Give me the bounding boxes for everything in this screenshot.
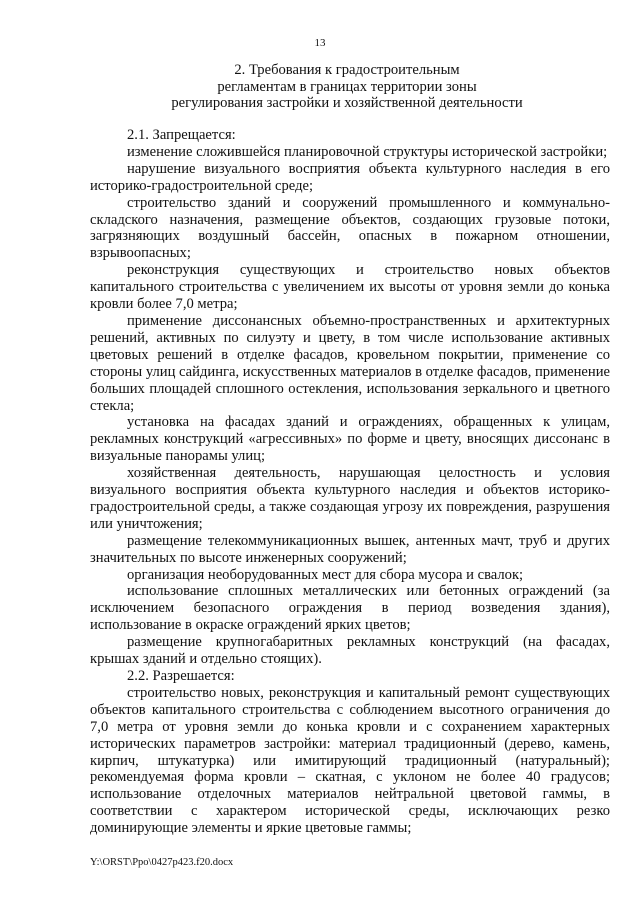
paragraph: хозяйственная деятельность, нарушающая целостность и условия визуального восприятия объекта культурного наследия и объектов историко-градостроительной среды, а также создающая угрозу их повреждения, разрушения или уничтожения; [90,465,610,532]
paragraph: изменение сложившейся планировочной структуры исторической застройки; [127,143,608,160]
paragraph: установка на фасадах зданий и ограждениях, обращенных к улицам, рекламных конструкций «агрессивных» по форме и цвету, вносящих диссонанс в визуальные панорамы улиц; [90,414,610,465]
paragraph: строительство зданий и сооружений промышленного и коммунально-складского назначения, размещение объектов, создающих грузовые потоки, загрязняющих воздушный бассейн, опасных в пожарном отношении, взрывоопасных; [90,194,610,262]
footer-file-path: Y:\ORST\Ppo\0427p423.f20.docx [90,857,234,868]
paragraph: размещение крупногабаритных рекламных конструкций (на фасадах, крышах зданий и отдельно стоящих). [90,634,610,668]
subsection-title: 2.2. Разрешается: [127,668,235,684]
paragraph: строительство новых, реконструкция и капитальный ремонт существующих объектов капитального строительства с соблюдением высотного ограничения до 7,0 метра от уровня земли до конька кровли и с сохранением характерных исторических параметров застройки: материал традиционный (дерево, камень, кирпич, штукатурка) или имитирующий традиционный (натуральный); рекомендуемая форма кровли – скатная, с уклоном не более 40 градусов; использование отделочных материалов нейтральной цветовой гаммы, в соответствии с характером исторической среды, исключающих резко доминирующие элементы и яркие цветовые гаммы; [90,684,610,837]
section-heading [90,62,604,112]
page-number: 13 [314,37,326,49]
paragraph: использование сплошных металлических или бетонных ограждений (за исключением безопасного ограждения в период возведения здания), использование в окраске ограждений ярких цветов; [90,583,610,634]
paragraph: применение диссонансных объемно-пространственных и архитектурных решений, активных по силуэту и цвету, в том числе использование активных цветовых решений в отделке фасадов, кровельном покрытии, применение со стороны улиц сайдинга, искусственных материалов в отделке фасадов, применение больших площадей сплошного остекления, использования зеркального и цветного стекла; [90,312,611,414]
paragraph: нарушение визуального восприятия объекта культурного наследия в его историко-градостроительной среде; [90,160,610,194]
subsection-title: 2.1. Запрещается: [127,127,236,143]
heading-line: 2. Требования к градостроительным [234,62,460,78]
paragraph: реконструкция существующих и строительство новых объектов капитального строительства с увеличением их высоты от уровня земли до конька кровли более 7,0 метра; [90,262,610,313]
heading-line: регламентам в границах территории зоны [217,78,477,95]
paragraph: размещение телекоммуникационных вышек, антенных мачт, труб и других значительных по высоте инженерных сооружений; [90,532,610,566]
heading-line: регулирования застройки и хозяйственной деятельности [171,95,523,112]
paragraph: организация необорудованных мест для сбора мусора и свалок; [127,566,524,583]
document-body [90,127,610,837]
